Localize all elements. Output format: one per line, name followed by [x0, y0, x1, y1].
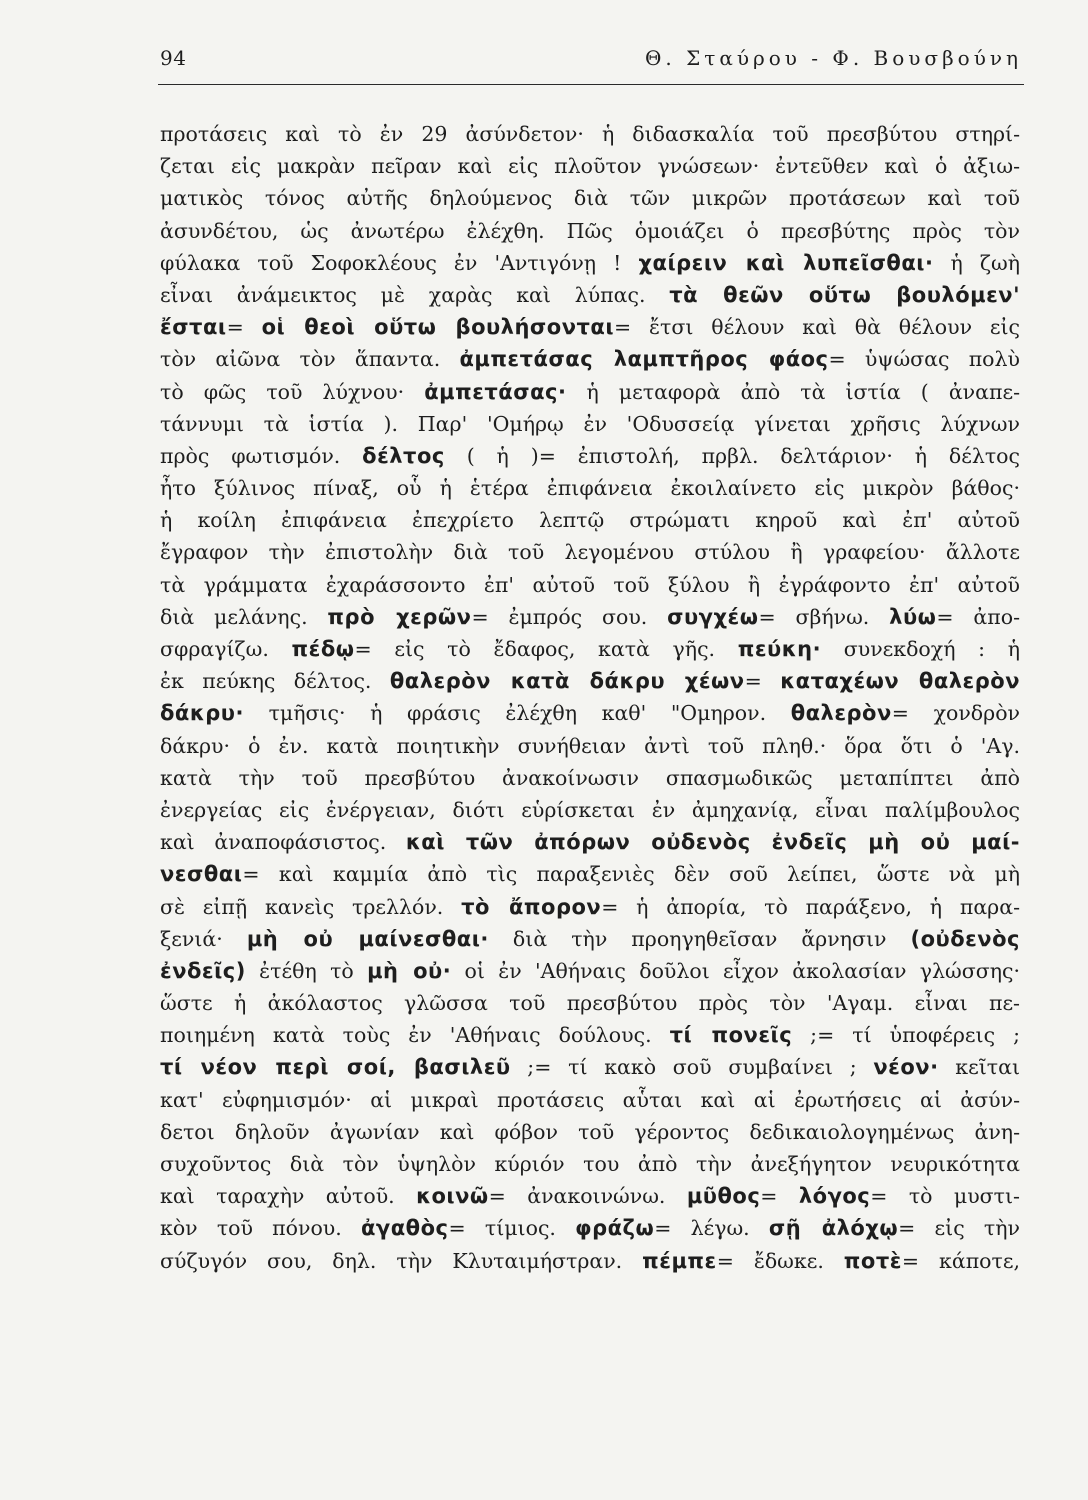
text-line — [160, 1212, 1020, 1244]
text-line — [160, 118, 1020, 150]
text-line — [160, 472, 1020, 504]
text-line — [160, 1245, 1020, 1277]
text-line — [160, 376, 1020, 408]
text-run: κατὰ τὴν τοῦ πρεσβύτου ἀνακοίνωσιν σπασμωδικῶς μεταπίπτει ἀπὸ — [160, 765, 1020, 790]
bold-lemma: καταχέων θαλερὸν — [780, 669, 1021, 694]
text-line — [160, 665, 1020, 697]
text-run: ματικὸς τόνος αὐτῆς δηλούμενος διὰ τῶν μικρῶν προτάσεων καὶ τοῦ — [160, 186, 1020, 211]
text-line — [160, 633, 1020, 665]
bold-lemma: συγχέω — [667, 604, 759, 629]
text-line — [160, 569, 1020, 601]
bold-lemma: πρὸ χερῶν — [327, 604, 472, 629]
text-run: ;= τί κακὸ σοῦ συμβαίνει ; — [510, 1055, 874, 1080]
text-run: σφραγίζω. — [160, 637, 292, 661]
text-line — [160, 1019, 1020, 1051]
text-run: διὰ μελάνης. — [160, 604, 328, 629]
bold-lemma: σῇ ἀλόχῳ — [768, 1216, 899, 1241]
text-run: = ὑψώσας πολὺ — [828, 347, 1020, 372]
text-run: ἡ μεταφορὰ ἀπὸ τὰ ἱστία ( ἀναπε- — [566, 379, 1020, 404]
text-run: ἦτο ξύλινος πίναξ, οὗ ἡ ἑτέρα ἐπιφάνεια ἐκοιλαίνετο εἰς μικρὸν βάθος· — [160, 476, 1020, 501]
text-run: = σβήνω. — [758, 604, 890, 629]
text-line — [160, 182, 1020, 214]
text-run: συνεκδοχή : ἡ — [821, 637, 1020, 661]
text-run: πρὸς φωτισμόν. — [160, 443, 363, 468]
text-run: κὸν τοῦ πόνου. — [160, 1216, 361, 1241]
text-run: σύζυγόν σου, δηλ. τὴν Κλυταιμήστραν. — [160, 1248, 643, 1273]
text-run: δετοι δηλοῦν ἀγωνίαν καὶ φόβον τοῦ γέροντος δεδικαιολογημένως ἀνη- — [160, 1119, 1020, 1144]
bold-lemma: οἱ θεοὶ οὕτω βουλήσονται — [261, 315, 615, 340]
text-line — [160, 1051, 1020, 1083]
text-run: φύλακα τοῦ Σοφοκλέους ἐν 'Αντιγόνῃ ! — [160, 250, 639, 275]
bold-lemma: ἐνδεῖς) — [160, 958, 246, 983]
bold-lemma: τί πονεῖς — [669, 1023, 793, 1048]
text-run: ἔγραφον τὴν ἐπιστολὴν διὰ τοῦ λεγομένου στύλου ἢ γραφείου· ἄλλοτε — [160, 540, 1020, 565]
text-run: οἱ ἐν 'Αθήναις δοῦλοι εἶχον ἀκολασίαν γλώσσης· — [451, 958, 1020, 983]
text-run: ἐνεργείας εἰς ἐνέργειαν, διότι εὑρίσκεται ἐν ἀμηχανίᾳ, εἶναι παλίμβουλος — [160, 797, 1020, 822]
bold-lemma: χαίρειν καὶ λυπεῖσθαι· — [638, 250, 934, 275]
bold-lemma: νεσθαι — [160, 862, 243, 887]
text-line — [160, 762, 1020, 794]
bold-lemma: φράζω — [575, 1216, 655, 1241]
bold-lemma: ἀγαθὸς — [361, 1216, 449, 1241]
text-line — [160, 697, 1020, 729]
text-run: = κάποτε, — [901, 1248, 1020, 1273]
bold-lemma: τὰ θεῶν οὕτω βουλόμεν' — [669, 282, 1021, 307]
text-line — [160, 601, 1020, 633]
text-run: ἐκ πεύκης δέλτος. — [160, 669, 390, 694]
page-header — [160, 46, 1022, 76]
text-run: ζεται εἰς μακρὰν πεῖραν καὶ εἰς πλοῦτον γνώσεων· ἐντεῦθεν καὶ ὁ ἀξιω- — [160, 154, 1020, 179]
text-run: = ἔδωκε. — [716, 1248, 844, 1273]
text-run: τάννυμι τὰ ἱστία ). Παρ' 'Ομήρῳ ἐν 'Οδυσσείᾳ γίνεται χρῆσις λύχνων — [160, 411, 1020, 436]
text-run: ἐτέθη τὸ — [245, 958, 368, 983]
text-run: = ἀνακοινώνω. — [488, 1184, 687, 1209]
text-run: καὶ ταραχὴν αὐτοῦ. — [160, 1184, 417, 1209]
text-line — [160, 1180, 1020, 1212]
text-line — [160, 858, 1020, 890]
text-run: ( ἡ )= ἐπιστολή, πρβλ. δελτάριον· ἡ δέλτος — [444, 443, 1020, 468]
text-run: διὰ τὴν προηγηθεῖσαν ἄρνησιν — [488, 926, 911, 951]
text-line — [160, 536, 1020, 568]
text-line — [160, 1084, 1020, 1116]
text-line — [160, 730, 1020, 762]
bold-lemma: καὶ τῶν ἀπόρων οὐδενὸς ἐνδεῖς μὴ οὐ μαί- — [405, 830, 1020, 855]
header-rule — [158, 84, 1024, 85]
text-line — [160, 1148, 1020, 1180]
text-run: συχοῦντος διὰ τὸν ὑψηλὸν κύριόν του ἀπὸ τὴν ἀνεξήγητον νευρικότητα — [160, 1152, 1020, 1176]
text-line — [160, 987, 1020, 1019]
text-run: = λέγω. — [654, 1216, 769, 1241]
text-line — [160, 408, 1020, 440]
bold-lemma: μὴ οὐ· — [367, 958, 452, 983]
text-run: σὲ εἰπῇ κανεὶς τρελλόν. — [160, 894, 462, 919]
text-line — [160, 826, 1020, 858]
text-run: ἀσυνδέτου, ὡς ἀνωτέρω ἐλέχθη. Πῶς ὁμοιάζει ὁ πρεσβύτης πρὸς τὸν — [160, 218, 1020, 243]
text-run: τὸ φῶς τοῦ λύχνου· — [160, 379, 425, 404]
text-line — [160, 343, 1020, 375]
text-run: = — [760, 1184, 799, 1209]
bold-lemma: πεύκη· — [737, 637, 822, 661]
text-run: κατ' εὐφημισμόν· αἱ μικραὶ προτάσεις αὗται καὶ αἱ ἐρωτήσεις αἱ ἀσύν- — [160, 1087, 1020, 1112]
bold-lemma: μὴ οὐ μαίνεσθαι· — [246, 926, 489, 951]
text-run: κεῖται — [938, 1055, 1020, 1080]
commentary-text — [160, 118, 1020, 1277]
bold-lemma: ἀμπετάσας· — [424, 379, 567, 404]
running-title: Θ. Σταύρου - Φ. Βουσβούνη — [645, 46, 1022, 70]
bold-lemma: λόγος — [798, 1184, 871, 1209]
text-run: ἡ κοίλη ἐπιφάνεια ἐπεχρίετο λεπτῷ στρώματι κηροῦ καὶ ἐπ' αὐτοῦ — [160, 508, 1020, 533]
bold-lemma: δέλτος — [362, 443, 445, 468]
bold-lemma: λύω — [889, 604, 937, 629]
text-line — [160, 955, 1020, 987]
text-line — [160, 279, 1020, 311]
text-run: = ἀπο- — [936, 604, 1020, 629]
text-line — [160, 247, 1020, 279]
text-line — [160, 923, 1020, 955]
text-run: = ἐμπρός σου. — [471, 604, 668, 629]
bold-lemma: (οὐδενὸς — [910, 926, 1020, 951]
text-run: = τὸ μυστι- — [870, 1184, 1020, 1209]
text-line — [160, 215, 1020, 247]
text-run: ὥστε ἡ ἀκόλαστος γλῶσσα τοῦ πρεσβύτου πρὸς τὸν 'Αγαμ. εἶναι πε- — [160, 991, 1020, 1016]
bold-lemma: πέδῳ — [291, 637, 355, 661]
bold-lemma: ἀμπετάσας λαμπτῆρος φάος — [459, 347, 829, 372]
text-run: = καὶ καμμία ἀπὸ τὶς παραξενιὲς δὲν σοῦ λείπει, ὥστε νὰ μὴ — [242, 862, 1020, 887]
bold-lemma: κοινῶ — [416, 1184, 489, 1209]
bold-lemma: νέον· — [873, 1055, 939, 1080]
text-line — [160, 504, 1020, 536]
text-run: προτάσεις καὶ τὸ ἐν 29 ἀσύνδετον· ἡ διδασκαλία τοῦ πρεσβύτου στηρί- — [160, 122, 1020, 146]
text-run: δάκρυ· ὁ ἐν. κατὰ ποιητικὴν συνήθειαν ἀντὶ τοῦ πληθ.· ὅρα ὅτι ὁ 'Αγ. — [160, 733, 1020, 758]
bold-lemma: ἔσται — [160, 315, 227, 340]
text-run: τὸν αἰῶνα τὸν ἅπαντα. — [160, 347, 460, 372]
text-run: = ἔτσι θέλουν καὶ θὰ θέλουν εἰς — [614, 315, 1020, 340]
bold-lemma: ποτὲ — [843, 1248, 902, 1273]
text-run: ἡ ζωὴ — [933, 250, 1020, 275]
text-run: = εἰς τὴν — [898, 1216, 1020, 1241]
text-run: ;= τί ὑποφέρεις ; — [792, 1023, 1020, 1048]
text-run: = — [744, 669, 781, 694]
bold-lemma: τί νέον περὶ σοί, βασιλεῦ — [160, 1055, 511, 1080]
text-line — [160, 794, 1020, 826]
text-run: = εἰς τὸ ἔδαφος, κατὰ γῆς. — [354, 637, 738, 661]
text-run: = ἡ ἀπορία, τὸ παράξενο, ἡ παρα- — [601, 894, 1020, 919]
text-run: ποιημένη κατὰ τοὺς ἐν 'Αθήναις δούλους. — [160, 1023, 670, 1048]
page-number: 94 — [160, 46, 187, 70]
bold-lemma: μῦθος — [686, 1184, 761, 1209]
text-run: τὰ γράμματα ἐχαράσσοντο ἐπ' αὐτοῦ τοῦ ξύλου ἢ ἐγράφοντο ἐπ' αὐτοῦ — [160, 572, 1020, 597]
bold-lemma: δάκρυ· — [160, 701, 244, 726]
text-run: ξενιά· — [160, 926, 247, 951]
bold-lemma: πέμπε — [642, 1248, 717, 1273]
text-run: = — [226, 315, 262, 340]
text-run: = τίμιος. — [448, 1216, 576, 1241]
bold-lemma: θαλερὸν — [790, 701, 892, 726]
text-run: τμῆσις· ἡ φράσις ἐλέχθη καθ' "Ομηρον. — [243, 701, 791, 726]
text-line — [160, 150, 1020, 182]
bold-lemma: τὸ ἄπορον — [461, 894, 602, 919]
text-run: καὶ ἀναποφάσιστος. — [160, 830, 406, 855]
text-line — [160, 311, 1020, 343]
text-run: εἶναι ἀνάμεικτος μὲ χαρὰς καὶ λύπας. — [160, 282, 670, 307]
text-line — [160, 440, 1020, 472]
text-line — [160, 1116, 1020, 1148]
bold-lemma: θαλερὸν κατὰ δάκρυ χέων — [389, 669, 745, 694]
text-run: = χονδρὸν — [891, 701, 1020, 726]
text-line — [160, 891, 1020, 923]
